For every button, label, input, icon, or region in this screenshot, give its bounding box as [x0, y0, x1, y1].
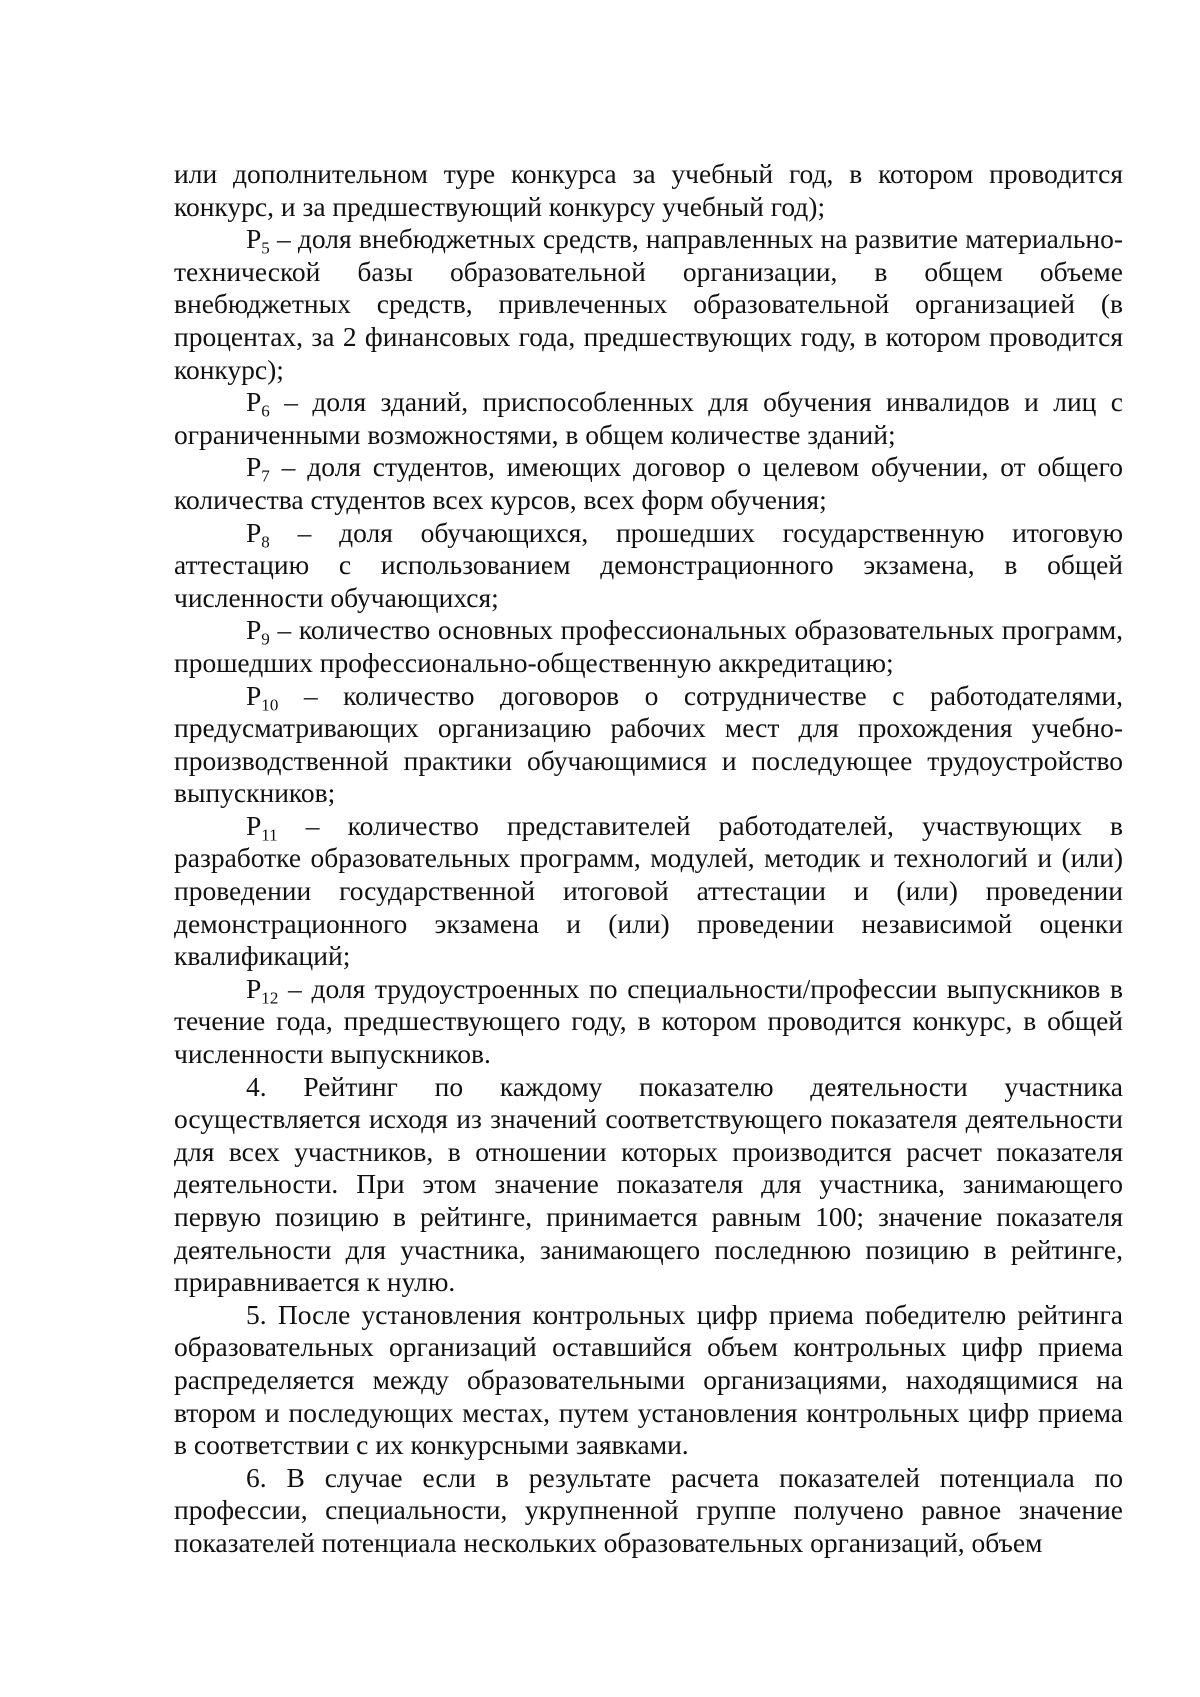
indicator-subscript: 7 [261, 466, 270, 486]
paragraph-item-6 [174, 1462, 1123, 1560]
indicator-symbol: P [246, 679, 262, 711]
paragraph-indicator-p9 [174, 614, 1123, 679]
indicator-symbol: P [246, 223, 262, 255]
paragraph-text: – доля зданий, приспособленных для обучения инвалидов и лиц с ограниченными возможностями, в общем количестве зданий; [174, 386, 1123, 450]
paragraph-text: 4. Рейтинг по каждому показателю деятельности участника осуществляется исходя из значений соответствующего показателя деятельности для всех участников, в отношении которых производится расчет показателя деятельности. При этом значение показателя для участника, занимающего первую позицию в рейтинге, принимается равным 100; значение показателя деятельности для участника, занимающего последнюю позицию в рейтинге, приравнивается к нулю. [174, 1070, 1123, 1298]
indicator-subscript: 6 [261, 401, 270, 421]
indicator-subscript: 9 [261, 629, 270, 649]
paragraph-indicator-p7 [174, 451, 1123, 516]
indicator-subscript: 12 [261, 988, 279, 1008]
paragraph-intro-continuation [174, 158, 1123, 223]
indicator-symbol: P [246, 809, 262, 841]
paragraph-item-5 [174, 1299, 1123, 1462]
indicator-subscript: 11 [261, 825, 278, 845]
paragraph-indicator-p11 [174, 810, 1123, 973]
indicator-symbol: P [246, 451, 262, 483]
paragraph-text: 5. После установления контрольных цифр приема победителю рейтинга образовательных организаций оставшийся объем контрольных цифр приема распределяется между образовательными организациями, находящимися на втором и последующих местах, путем установления контрольных цифр приема в соответствии с их конкурсными заявками. [174, 1298, 1123, 1461]
indicator-subscript: 5 [261, 238, 270, 258]
indicator-subscript: 8 [261, 531, 270, 551]
paragraph-text: – количество основных профессиональных образовательных программ, прошедших профессионально-общественную аккредитацию; [174, 614, 1123, 678]
indicator-symbol: P [246, 972, 262, 1004]
paragraph-indicator-p6 [174, 386, 1123, 451]
document-page [174, 158, 1123, 1560]
paragraph-text: – доля обучающихся, прошедших государственную итоговую аттестацию с использованием демонстрационного экзамена, в общей численности обучающихся; [174, 516, 1123, 613]
paragraph-text: или дополнительном туре конкурса за учебный год, в котором проводится конкурс, и за предшествующий конкурсу учебный год); [174, 158, 1123, 222]
indicator-subscript: 10 [261, 694, 279, 714]
paragraph-indicator-p5 [174, 223, 1123, 386]
indicator-symbol: P [246, 386, 262, 418]
indicator-symbol: P [246, 614, 262, 646]
paragraph-text: – количество представителей работодателей, участвующих в разработке образовательных программ, модулей, методик и технологий и (или) проведении государственной итоговой аттестации и (или) проведении демонстрационного экзамена и (или) проведении независимой оценки квалификаций; [174, 809, 1123, 972]
paragraph-text: – количество договоров о сотрудничестве с работодателями, предусматривающих организацию рабочих мест для прохождения учебно-производственной практики обучающимися и последующее трудоустройство выпускников; [174, 679, 1123, 809]
paragraph-text: – доля внебюджетных средств, направленных на развитие материально-технической базы образовательной организации, в общем объеме внебюджетных средств, привлеченных образовательной организацией (в процентах, за 2 финансовых года, предшествующих году, в котором проводится конкурс); [174, 223, 1123, 385]
paragraph-text: 6. В случае если в результате расчета показателей потенциала по профессии, специальности, укрупненной группе получено равное значение показателей потенциала нескольких образовательных организаций, объем [174, 1461, 1123, 1558]
paragraph-text: – доля трудоустроенных по специальности/профессии выпускников в течение года, предшествующего году, в котором проводится конкурс, в общей численности выпускников. [174, 972, 1123, 1070]
paragraph-indicator-p10 [174, 680, 1123, 810]
paragraph-item-4 [174, 1071, 1123, 1299]
paragraph-indicator-p8 [174, 517, 1123, 615]
paragraph-indicator-p12 [174, 973, 1123, 1071]
indicator-symbol: P [246, 516, 262, 548]
paragraph-text: – доля студентов, имеющих договор о целевом обучении, от общего количества студентов всех курсов, всех форм обучения; [174, 451, 1123, 515]
